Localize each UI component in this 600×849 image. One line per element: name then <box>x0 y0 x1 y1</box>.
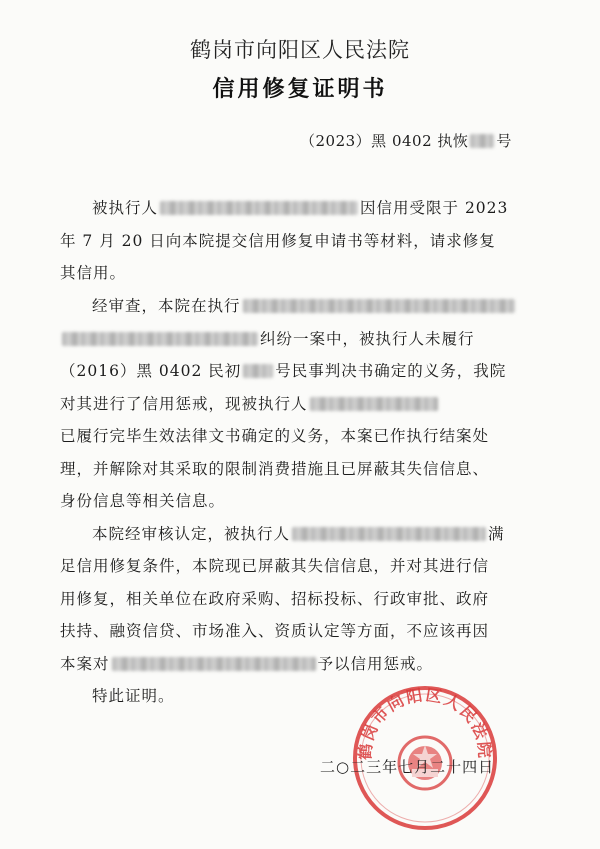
issue-date: 二○二三年七月二十四日 <box>320 758 495 776</box>
case-number-prefix: （2023）黑 0402 执恢 <box>300 132 469 150</box>
redacted-name <box>112 657 316 671</box>
text-run: 予以信用惩戒。 <box>317 655 434 673</box>
text-run: （2016）黑 0402 民初 <box>60 362 242 380</box>
p2-line-2 <box>60 329 540 349</box>
court-name: 鹤岗市向阳区人民法院 <box>190 38 410 62</box>
p2-line-3 <box>60 361 540 381</box>
p2-line-7: 身份信息等相关信息。 <box>60 492 226 510</box>
redacted-case-number <box>470 134 494 148</box>
document-title: 信用修复证明书 <box>212 77 388 102</box>
case-number-suffix: 号 <box>496 132 512 150</box>
redacted-name <box>292 527 486 541</box>
case-number <box>300 130 512 151</box>
p3-line-3: 用修复，相关单位在政府采购、招标投标、行政审批、政府 <box>60 590 490 608</box>
p3-line-4: 扶持、融资信贷、市场准入、资质认定等方面，不应该再因 <box>60 622 490 640</box>
p2-line-5: 已履行完毕生效法律文书确定的义务，本案已作执行结案处 <box>60 427 490 445</box>
p1-line-1 <box>60 198 572 218</box>
text-run: 号民事判决书确定的义务，我院 <box>275 362 507 380</box>
text-run: 本案对 <box>60 655 110 673</box>
closing-line: 特此证明。 <box>92 687 175 705</box>
p2-line-6: 理，并解除对其采取的限制消费措施且已屏蔽其失信信息、 <box>60 460 490 478</box>
text-run: 满 <box>488 525 505 543</box>
seal-text: 鹤岗市向阳区人民法院 <box>355 685 495 761</box>
redacted-case-party <box>243 299 515 313</box>
text-run: 对其进行了信用惩戒，现被执行人 <box>60 395 308 413</box>
text-run: 本院经审核认定，被执行人 <box>92 525 291 543</box>
redacted-name <box>160 201 358 215</box>
redacted-number <box>243 364 273 378</box>
p3-line-2: 足信用修复条件，本院现已屏蔽其失信信息，并对其进行信 <box>60 557 490 575</box>
text-run: 被执行人 <box>92 199 159 217</box>
p3-line-5 <box>60 654 540 674</box>
p2-line-1 <box>60 296 572 316</box>
text-run: 经审查，本院在执行 <box>92 297 241 315</box>
p2-line-4 <box>60 394 540 414</box>
p1-line-2: 年 7 月 20 日向本院提交信用修复申请书等材料，请求修复 <box>60 232 496 250</box>
redacted-case-party <box>62 332 258 346</box>
text-run: 纠纷一案中，被执行人未履行 <box>260 330 475 348</box>
p1-line-3: 其信用。 <box>60 264 127 282</box>
redacted-name <box>310 397 438 411</box>
p3-line-1 <box>60 524 572 544</box>
text-run: 因信用受限于 2023 <box>360 199 509 217</box>
